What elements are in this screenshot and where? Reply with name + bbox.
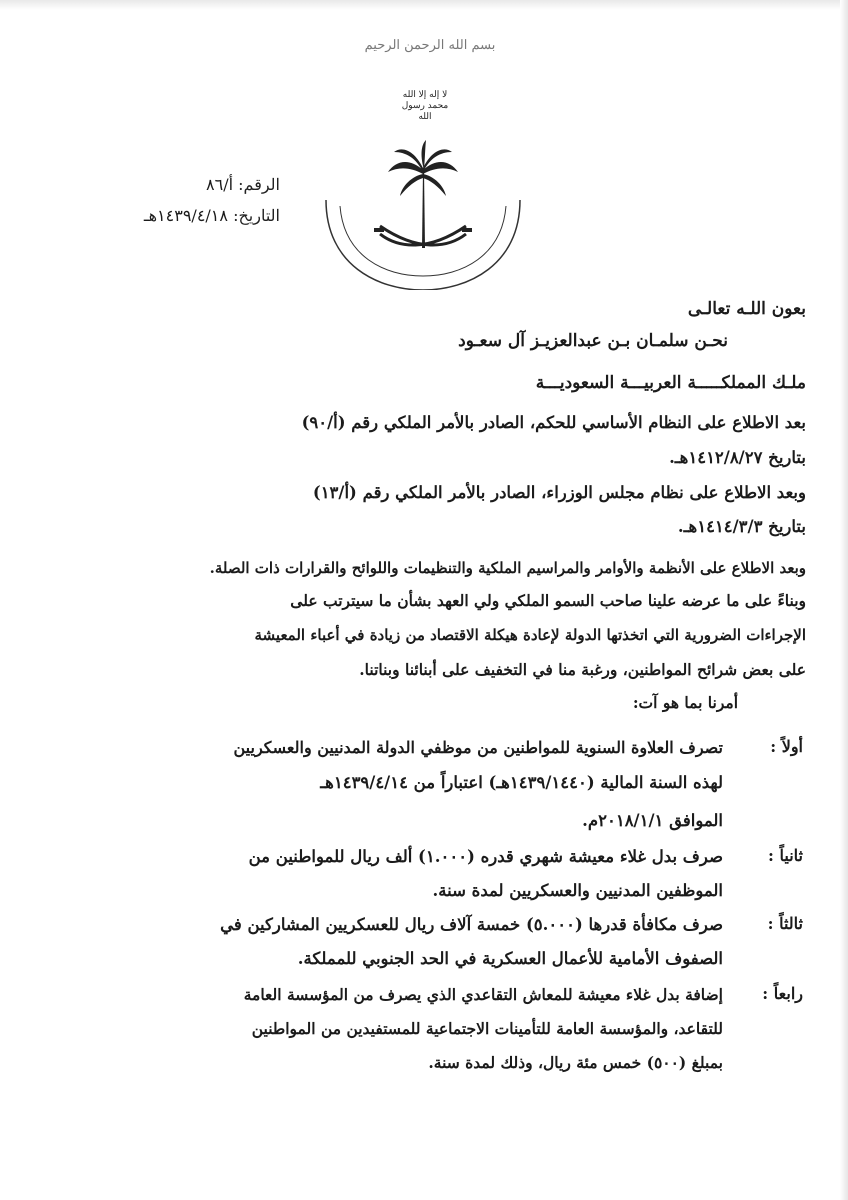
scan-edge-top <box>0 0 848 10</box>
decree-number <box>80 175 280 194</box>
order-3-line-2: الصفوف الأمامية للأعمال العسكرية في الحد الجنوبي للمملكة. <box>297 949 723 968</box>
decree-number-value: أ/٨٦ <box>206 175 234 194</box>
decree-date <box>80 206 280 225</box>
preamble-line-3: وبعد الاطلاع على نظام مجلس الوزراء، الصادر بالأمر الملكي رقم (أ/١٣) <box>312 483 806 502</box>
preamble-line-8: على بعض شرائح المواطنين، ورغبة منا في التخفيف على أبنائنا وبناتنا. <box>359 660 806 679</box>
scan-edge-right <box>840 0 848 1200</box>
preamble-line-9: أمرنا بما هو آت: <box>632 693 738 712</box>
decree-date-value: ١٤٣٩/٤/١٨هـ <box>143 206 228 225</box>
order-1-line-2: لهذه السنة المالية (١٤٣٩/١٤٤٠هـ) اعتباراً من ١٤٣٩/٤/١٤هـ <box>320 773 723 792</box>
basmala-heading: بسم الله الرحمن الرحيم <box>364 38 496 53</box>
opening-line-1: بعون اللـه تعالـى <box>687 299 806 319</box>
shahada-calligraphy: لا إله إلا الله محمد رسول الله <box>401 90 449 122</box>
order-1-label: أولاً : <box>770 737 803 756</box>
preamble-line-4: بتاريخ ١٤١٤/٣/٣هـ. <box>677 517 806 536</box>
order-2-line-2: الموظفين المدنيين والعسكريين لمدة سنة. <box>432 881 723 900</box>
preamble-line-6: وبناءً على ما عرضه علينا صاحب السمو الملكي ولي العهد بشأن ما سيترتب على <box>290 591 806 610</box>
preamble-line-2: بتاريخ ١٤١٢/٨/٢٧هـ. <box>669 448 806 467</box>
order-2-line-1: صرف بدل غلاء معيشة شهري قدره (١.٠٠٠) ألف ريال للمواطنين من <box>248 847 723 866</box>
order-4-line-1: إضافة بدل غلاء معيشة للمعاش التقاعدي الذي يصرف من المؤسسة العامة <box>243 985 723 1004</box>
order-4-line-2: للتقاعد، والمؤسسة العامة للتأمينات الاجتماعية للمستفيدين من المواطنين <box>251 1019 723 1038</box>
order-1-line-3: الموافق ٢٠١٨/١/١م. <box>582 811 723 830</box>
order-3-label: ثالثاً : <box>767 914 803 933</box>
order-4-line-3: بمبلغ (٥٠٠) خمس مئة ريال، وذلك لمدة سنة. <box>428 1053 723 1072</box>
order-2-label: ثانياً : <box>768 846 803 865</box>
decree-date-label: التاريخ: <box>233 206 280 225</box>
order-1-line-1: تصرف العلاوة السنوية للمواطنين من موظفي الدولة المدنيين والعسكريين <box>233 738 723 757</box>
preamble-line-5: وبعد الاطلاع على الأنظمة والأوامر والمراسيم الملكية والتنظيمات واللوائح والقرارات ذات الصلة. <box>209 559 806 577</box>
saudi-emblem-icon <box>318 130 528 290</box>
decree-number-label: الرقم: <box>238 175 280 194</box>
preamble-line-1: بعد الاطلاع على النظام الأساسي للحكم، الصادر بالأمر الملكي رقم (أ/٩٠) <box>301 413 806 432</box>
order-4-label: رابعاً : <box>762 984 803 1003</box>
order-3-line-1: صرف مكافأة قدرها (٥.٠٠٠) خمسة آلاف ريال للعسكريين المشاركين في <box>220 915 723 934</box>
opening-line-2: نحـن سلمـان بـن عبدالعزيـز آل سعـود <box>458 331 728 351</box>
opening-line-3: ملـك المملكـــــة العربيـــة السعوديـــة <box>535 373 806 393</box>
preamble-line-7: الإجراءات الضرورية التي اتخذتها الدولة لإعادة هيكلة الاقتصاد من زيادة في أعباء المعيشة <box>254 626 806 644</box>
